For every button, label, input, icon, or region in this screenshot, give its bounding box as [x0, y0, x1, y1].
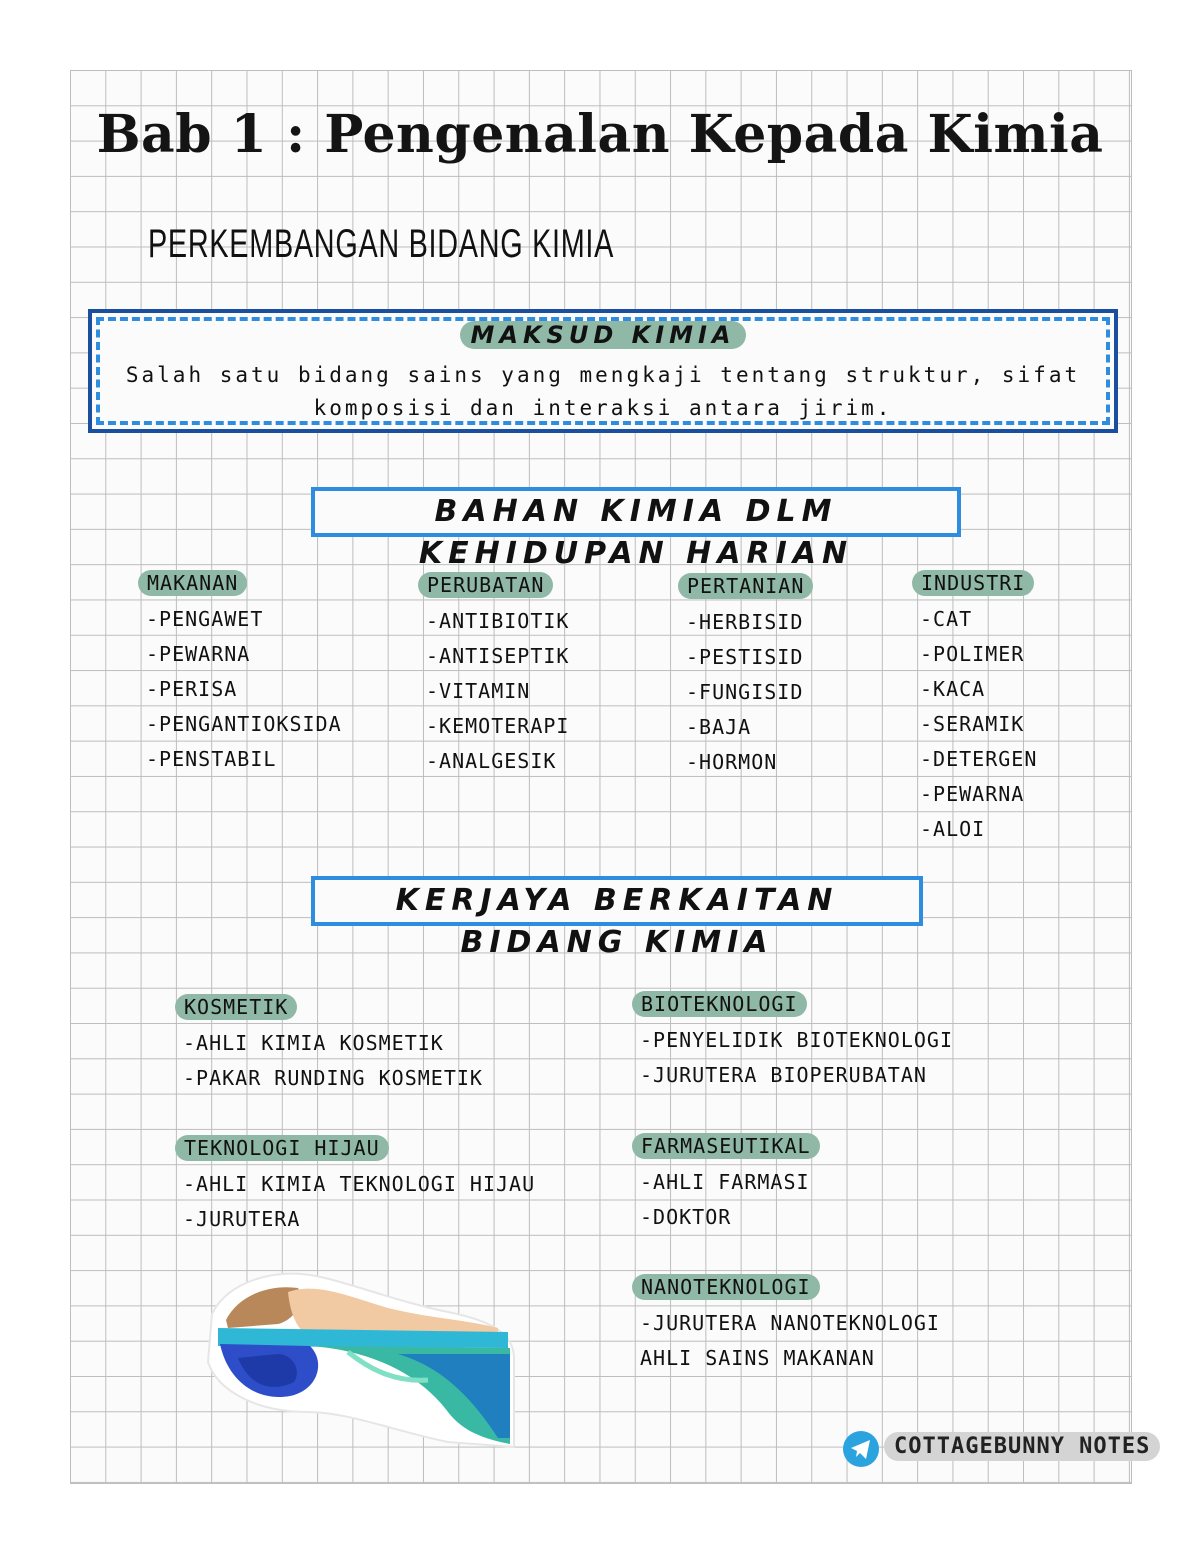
list-item: AHLI SAINS MAKANAN [640, 1346, 875, 1370]
section-heading-careers: KERJAYA BERKAITAN BIDANG KIMIA [311, 876, 923, 926]
list-item: -JURUTERA [183, 1207, 301, 1231]
list-item: -PAKAR RUNDING KOSMETIK [183, 1066, 483, 1090]
category-column-makanan [138, 570, 342, 777]
career-list [632, 1306, 940, 1376]
category-label: PERUBATAN [418, 572, 553, 598]
career-list [632, 1023, 953, 1093]
category-list [418, 604, 569, 779]
page-title: Bab 1 : Pengenalan Kepada Kimia [96, 104, 1104, 165]
list-item: -BAJA [686, 715, 752, 739]
category-column-pertanian [678, 573, 813, 780]
career-group-teknologi-hijau [175, 1135, 535, 1237]
list-item: -HORMON [686, 750, 778, 774]
list-item: -DETERGEN [920, 747, 1038, 771]
career-list [632, 1165, 820, 1235]
list-item: -PENSTABIL [146, 747, 277, 771]
career-label: BIOTEKNOLOGI [632, 991, 807, 1017]
list-item: -PENYELIDIK BIOTEKNOLOGI [640, 1028, 953, 1052]
list-item: -AHLI KIMIA TEKNOLOGI HIJAU [183, 1172, 536, 1196]
career-list [175, 1026, 483, 1096]
list-item: -FUNGISID [686, 680, 804, 704]
list-item: -ALOI [920, 817, 986, 841]
category-list [912, 602, 1037, 847]
list-item: -VITAMIN [426, 679, 531, 703]
category-column-perubatan [418, 572, 569, 779]
list-item: -AHLI KIMIA KOSMETIK [183, 1031, 444, 1055]
list-item: -ANALGESIK [426, 749, 557, 773]
list-item: -DOKTOR [640, 1205, 732, 1229]
list-item: -ANTISEPTIK [426, 644, 570, 668]
list-item: -PEWARNA [920, 782, 1025, 806]
category-list [138, 602, 342, 777]
career-group-bioteknologi [632, 991, 953, 1093]
section-heading-chemicals: BAHAN KIMIA DLM KEHIDUPAN HARIAN [311, 487, 961, 537]
career-label: KOSMETIK [175, 994, 297, 1020]
floating-person-sticker [198, 1262, 518, 1452]
career-group-nanoteknologi [632, 1274, 940, 1376]
list-item: -AHLI FARMASI [640, 1170, 810, 1194]
list-item: -PEWARNA [146, 642, 251, 666]
list-item: -HERBISID [686, 610, 804, 634]
definition-line-2: komposisi dan interaksi antara jirim. [313, 396, 893, 420]
career-label: TEKNOLOGI HIJAU [175, 1135, 389, 1161]
category-label: MAKANAN [138, 570, 247, 596]
list-item: -KACA [920, 677, 986, 701]
list-item: -PENGANTIOKSIDA [146, 712, 342, 736]
definition-box [88, 309, 1118, 433]
definition-text [122, 359, 1084, 425]
category-list [678, 605, 813, 780]
career-group-farmaseutikal [632, 1133, 820, 1235]
definition-heading: MAKSUD KIMIA [460, 321, 745, 349]
list-item: -CAT [920, 607, 973, 631]
list-item: -POLIMER [920, 642, 1025, 666]
telegram-icon [842, 1430, 880, 1468]
list-item: -PESTISID [686, 645, 804, 669]
list-item: -KEMOTERAPI [426, 714, 570, 738]
category-label: PERTANIAN [678, 573, 813, 599]
page-subtitle: PERKEMBANGAN BIDANG KIMIA [148, 222, 615, 266]
list-item: -JURUTERA NANOTEKNOLOGI [640, 1311, 940, 1335]
definition-heading-wrap [92, 321, 1114, 349]
brand-label: COTTAGEBUNNY NOTES [884, 1432, 1160, 1461]
career-label: NANOTEKNOLOGI [632, 1274, 820, 1300]
list-item: -PERISA [146, 677, 238, 701]
career-group-kosmetik [175, 994, 483, 1096]
definition-line-1: Salah satu bidang sains yang mengkaji tentang struktur, sifat [125, 363, 1081, 387]
list-item: -PENGAWET [146, 607, 264, 631]
category-column-industri [912, 570, 1037, 847]
list-item: -SERAMIK [920, 712, 1025, 736]
category-label: INDUSTRI [912, 570, 1034, 596]
career-list [175, 1167, 535, 1237]
list-item: -ANTIBIOTIK [426, 609, 570, 633]
list-item: -JURUTERA BIOPERUBATAN [640, 1063, 927, 1087]
career-label: FARMASEUTIKAL [632, 1133, 820, 1159]
